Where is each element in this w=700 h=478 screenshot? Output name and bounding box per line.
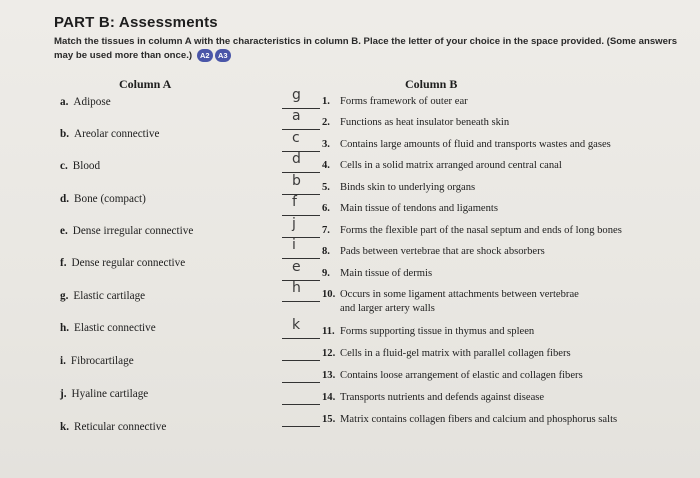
item-number: 5. [322,182,330,193]
characteristic-text: Main tissue of tendons and ligaments [340,203,499,214]
column-b-row [282,259,692,283]
characteristic-text: Cells in a fluid-gel matrix with parallel collagen fibers [340,348,571,359]
column-b-row [282,216,692,240]
answer-blank[interactable] [282,389,320,405]
item-number: 6. [322,203,330,214]
answer-blank[interactable] [282,108,320,130]
column-a-item [60,193,146,205]
handwritten-answer: d [292,151,301,167]
handwritten-answer: b [292,173,301,189]
column-a-item [60,96,111,108]
column-b-row [282,108,692,132]
column-a-item [60,322,156,334]
item-number: 8. [322,246,330,257]
column-a-item [60,128,159,140]
item-number: 2. [322,117,330,128]
column-a-label: Dense regular connective [71,257,186,269]
column-a-label: Reticular connective [74,421,167,433]
item-number: 1. [322,96,330,107]
answer-blank[interactable] [282,194,320,216]
characteristic-text: Main tissue of dermis [340,268,433,279]
column-b-row [282,237,692,261]
column-b-row [282,367,692,385]
column-a-item [60,225,193,237]
column-a-item [60,257,185,269]
answer-blank[interactable] [282,237,320,259]
column-a-letter: b. [60,128,70,140]
column-b-row [282,130,692,154]
column-b-row [282,411,692,429]
column-a-item [60,388,148,400]
column-b-title: Column B [405,77,458,91]
handwritten-answer: a [292,108,301,124]
column-a-letter: c. [60,160,68,172]
column-b-row [282,345,692,363]
item-number: 14. [322,392,336,403]
column-b-row [282,194,692,218]
answer-blank[interactable] [282,259,320,281]
characteristic-text-continued: and larger artery walls [340,303,435,314]
handwritten-answer: f [292,194,297,210]
column-a-label: Elastic cartilage [73,290,146,302]
badge-a3: A3 [215,49,231,62]
column-b-row [282,173,692,197]
answer-blank[interactable] [282,130,320,152]
column-a-letter: j. [60,388,67,400]
column-a-label: Elastic connective [74,322,156,334]
handwritten-answer: k [292,317,301,333]
column-b-row [282,280,692,314]
column-a-label: Blood [72,160,101,172]
column-a-letter: e. [60,225,68,237]
item-number: 3. [322,139,330,150]
answer-blank[interactable] [282,173,320,195]
column-b-row [282,151,692,175]
answer-blank[interactable] [282,411,320,427]
characteristic-text: Pads between vertebrae that are shock absorbers [340,246,545,257]
handwritten-answer: i [292,237,296,253]
characteristic-text: Forms supporting tissue in thymus and spleen [340,326,535,337]
answer-blank[interactable] [282,280,320,302]
column-a-label: Hyaline cartilage [71,388,149,400]
item-number: 12. [322,348,336,359]
column-a-letter: i. [60,355,66,367]
item-number: 9. [322,268,330,279]
column-a-item [60,421,166,433]
item-number: 13. [322,370,336,381]
answer-blank[interactable] [282,87,320,109]
column-b-row [282,87,692,111]
column-a-letter: f. [60,257,67,269]
answer-blank[interactable] [282,367,320,383]
item-number: 4. [322,160,330,171]
characteristic-text: Occurs in some ligament attachments between vertebrae [340,289,579,300]
handwritten-answer: e [292,259,301,275]
column-a-title: Column A [119,77,172,91]
characteristic-text: Matrix contains collagen fibers and calcium and phosphorus salts [340,414,618,425]
column-b-row [282,389,692,407]
column-a-letter: h. [60,322,70,334]
characteristic-text: Functions as heat insulator beneath skin [340,117,510,128]
column-a-letter: g. [60,290,69,302]
page-title: PART B: Assessments [54,14,218,31]
item-number: 15. [322,414,336,425]
characteristic-text: Cells in a solid matrix arranged around central canal [340,160,562,171]
column-b-row [282,317,692,341]
answer-blank[interactable] [282,317,320,339]
column-a-item [60,160,100,172]
characteristic-text: Transports nutrients and defends against disease [340,392,545,403]
handwritten-answer: g [292,87,301,103]
item-number: 7. [322,225,330,236]
column-a-letter: a. [60,96,69,108]
item-number: 10. [322,289,336,300]
answer-blank[interactable] [282,151,320,173]
column-a-label: Dense irregular connective [72,225,194,237]
instructions [54,35,684,63]
characteristic-text: Binds skin to underlying organs [340,182,476,193]
column-a-label: Fibrocartilage [70,355,134,367]
column-a-letter: k. [60,421,70,433]
column-a-letter: d. [60,193,70,205]
characteristic-text: Forms the flexible part of the nasal septum and ends of long bones [340,225,622,236]
column-a-label: Bone (compact) [74,193,146,205]
badge-a2: A2 [197,49,213,62]
handwritten-answer: h [292,280,301,296]
column-a-item [60,290,145,302]
handwritten-answer: c [292,130,300,146]
characteristic-text: Contains large amounts of fluid and transports wastes and gases [340,139,611,150]
column-a-label: Areolar connective [74,128,160,140]
handwritten-answer: j [292,216,296,232]
column-a-label: Adipose [73,96,111,108]
characteristic-text: Contains loose arrangement of elastic and collagen fibers [340,370,583,381]
item-number: 11. [322,326,335,337]
answer-blank[interactable] [282,345,320,361]
answer-blank[interactable] [282,216,320,238]
instructions-text: Match the tissues in column A with the characteristics in column B. Place the letter of your choice in the space provided. (Some answers may be used more than once.) [54,36,678,62]
column-a-item [60,355,134,367]
characteristic-text: Forms framework of outer ear [340,96,468,107]
